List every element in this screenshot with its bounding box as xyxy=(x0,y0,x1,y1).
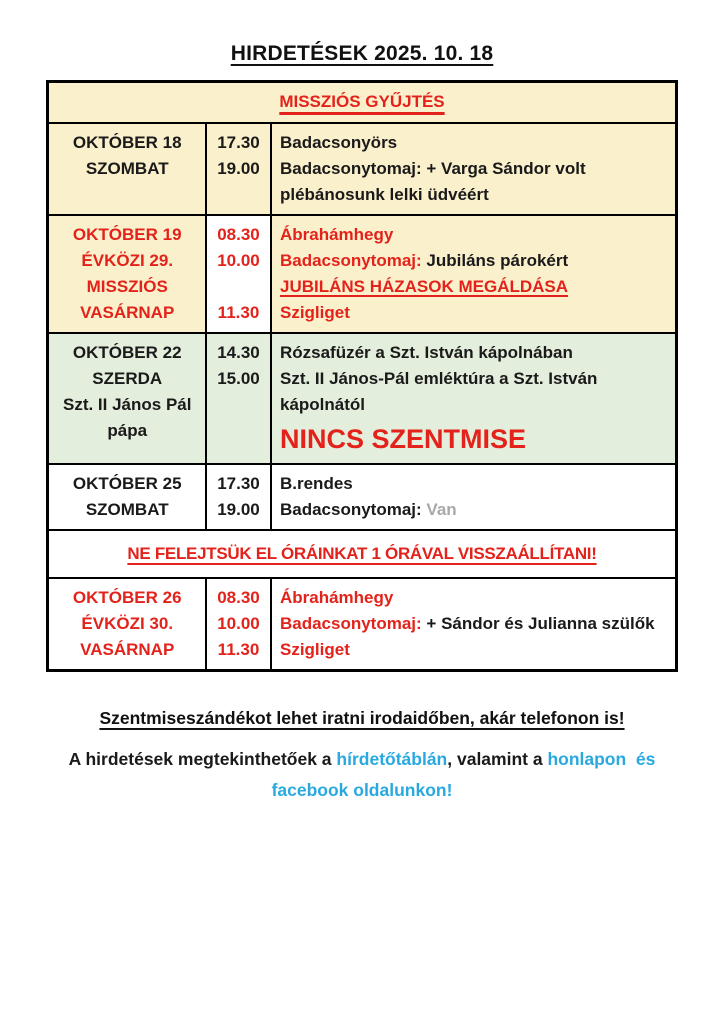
time-line xyxy=(209,274,268,300)
time-line: 17.30 xyxy=(217,474,260,493)
content-cell xyxy=(271,333,676,464)
time-cell xyxy=(206,215,271,333)
text-span: B.rendes xyxy=(279,474,353,493)
text-span: Van xyxy=(426,500,457,519)
page-title: HIRDETÉSEK 2025. 10. 18 xyxy=(230,42,494,65)
time-line: 10.00 xyxy=(217,614,260,633)
text-span: kápolnától xyxy=(279,395,365,414)
content-line xyxy=(280,156,667,182)
time-line: 10.00 xyxy=(217,251,260,270)
time-cell xyxy=(206,464,271,530)
date-line: OKTÓBER 25 xyxy=(72,474,182,493)
date-cell xyxy=(48,578,206,671)
date-line: OKTÓBER 26 xyxy=(72,588,182,607)
time-cell xyxy=(206,333,271,464)
schedule-body xyxy=(48,123,676,671)
text-span: Szigliget xyxy=(279,640,350,659)
footer-notes xyxy=(0,708,724,806)
content-line xyxy=(280,248,667,274)
emphasis-text: NINCS SZENTMISE xyxy=(279,424,527,454)
content-cell xyxy=(271,123,676,215)
mass-intentions-note: Szentmiseszándékot lehet iratni irodaidőben, akár telefonon is! xyxy=(99,708,625,728)
content-line xyxy=(280,222,667,248)
text-span: hírdetőtáblán xyxy=(336,749,448,769)
schedule-table xyxy=(46,80,677,672)
text-span: facebook oldalunkon! xyxy=(271,780,453,800)
content-line xyxy=(280,366,667,392)
text-span: , valamint a xyxy=(447,749,548,769)
text-span: plébánosunk lelki üdvéért xyxy=(279,185,489,204)
date-line: pápa xyxy=(107,421,148,440)
content-line xyxy=(280,497,667,523)
date-cell xyxy=(48,215,206,333)
date-line: Szt. II János Pál xyxy=(62,395,192,414)
date-line: OKTÓBER 22 xyxy=(72,343,182,362)
content-line xyxy=(280,585,667,611)
time-cell xyxy=(206,578,271,671)
time-line: 11.30 xyxy=(217,640,260,659)
banner-row xyxy=(48,530,676,578)
date-cell xyxy=(48,333,206,464)
table-row xyxy=(48,333,676,464)
text-span: Badacsonytomaj: + Varga Sándor volt xyxy=(279,159,586,178)
content-line xyxy=(280,611,667,637)
content-line xyxy=(280,274,667,300)
text-span: Ábrahámhegy xyxy=(279,225,394,244)
time-line: 17.30 xyxy=(217,133,260,152)
date-line: VASÁRNAP xyxy=(80,640,175,659)
time-cell xyxy=(206,123,271,215)
text-span: Szigliget xyxy=(279,303,350,322)
table-header-row xyxy=(48,82,676,124)
time-line: 08.30 xyxy=(217,225,260,244)
text-span: Badacsonytomaj: xyxy=(279,614,427,633)
date-line: SZERDA xyxy=(92,369,163,388)
table-row xyxy=(48,464,676,530)
text-span: A hirdetések megtekinthetőek a xyxy=(68,749,337,769)
date-cell xyxy=(48,464,206,530)
table-row xyxy=(48,215,676,333)
table-row xyxy=(48,123,676,215)
content-cell xyxy=(271,215,676,333)
time-line: 19.00 xyxy=(217,500,260,519)
announcements-locations-note xyxy=(0,744,724,806)
date-line: OKTÓBER 18 xyxy=(72,133,182,152)
time-line: 11.30 xyxy=(217,303,260,322)
time-line: 19.00 xyxy=(217,159,260,178)
text-span: Badacsonytomaj: xyxy=(279,251,427,270)
text-span: JUBILÁNS HÁZASOK MEGÁLDÁSA xyxy=(279,277,569,296)
text-span: honlapon és xyxy=(547,749,656,769)
content-line xyxy=(280,418,667,457)
date-line: ÉVKÖZI 30. xyxy=(81,614,174,633)
date-line: SZOMBAT xyxy=(85,500,169,519)
time-line: 08.30 xyxy=(217,588,260,607)
content-line xyxy=(280,182,667,208)
text-span: Badacsonytomaj: xyxy=(279,500,427,519)
content-line xyxy=(280,637,667,663)
date-line: MISSZIÓS xyxy=(86,277,168,296)
mission-collection-header: MISSZIÓS GYŰJTÉS xyxy=(48,82,676,124)
content-cell xyxy=(271,464,676,530)
text-span: Szt. II János-Pál emléktúra a Szt. István xyxy=(279,369,598,388)
content-line xyxy=(280,300,667,326)
text-span: Rózsafüzér a Szt. István kápolnában xyxy=(279,343,573,362)
table-row xyxy=(48,578,676,671)
date-line: SZOMBAT xyxy=(85,159,169,178)
content-line xyxy=(280,392,667,418)
text-span: Badacsonyörs xyxy=(279,133,398,152)
date-line: VASÁRNAP xyxy=(80,303,175,322)
content-line xyxy=(280,340,667,366)
time-line: 15.00 xyxy=(217,369,260,388)
date-line: OKTÓBER 19 xyxy=(72,225,182,244)
time-line: 14.30 xyxy=(217,343,260,362)
clock-change-banner: NE FELEJTSÜK EL ÓRÁINKAT 1 ÓRÁVAL VISSZAÁLLÍTANI! xyxy=(48,530,676,578)
content-cell xyxy=(271,578,676,671)
text-span: Ábrahámhegy xyxy=(279,588,394,607)
content-line xyxy=(280,471,667,497)
date-line: ÉVKÖZI 29. xyxy=(81,251,174,270)
content-line xyxy=(280,130,667,156)
text-span: Jubiláns párokért xyxy=(426,251,569,270)
text-span: + Sándor és Julianna szülők xyxy=(426,614,655,633)
date-cell xyxy=(48,123,206,215)
